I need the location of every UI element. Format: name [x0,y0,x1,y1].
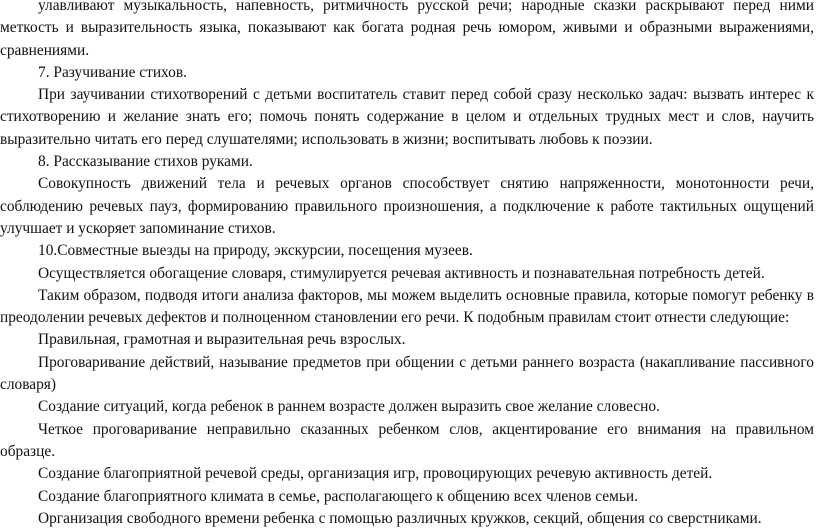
heading-telling-poems-with-hands: 8. Рассказывание стихов руками. [38,153,253,171]
rule-speech-environment: Создание благоприятной речевой среды, организация игр, провоцирующих речевую активность детей. [38,465,713,483]
paragraph-memorizing-poems: При заучивании стихотворений с детьми воспитатель ставит перед собой сразу несколько задач: вызвать интерес к стихотворению и желание знать его; помочь понять содержание в целом и отдельных трудных мест и слов, научить выразительно читать его перед слушателями; использовать в жизни; воспитывать любовь к поэзии. [0,86,814,148]
heading-memorizing-poems: 7. Разучивание стихов. [38,63,187,81]
rule-clear-pronunciation: Четкое проговаривание неправильно сказанных ребенком слов, акцентирование его внимания на правильном образце. [0,420,814,460]
heading-joint-trips: 10.Совместные выезды на природу, экскурсии, посещения музеев. [38,242,473,260]
paragraph-vocabulary-enrichment: Осуществляется обогащение словаря, стимулируется речевая активность и познавательная потребность детей. [38,264,765,282]
rule-creating-situations: Создание ситуаций, когда ребенок в раннем возрасте должен выразить свое желание словесно. [38,398,660,416]
paragraph-conclusion-rules: Таким образом, подводя итоги анализа факторов, мы можем выделить основные правила, которые помогут ребенку в преодолении речевых дефектов и полноценном становлении его речи. К подобным правилам стоит отнести следующие: [0,286,814,327]
rule-adult-speech: Правильная, грамотная и выразительная речь взрослых. [38,331,406,349]
rule-family-climate: Создание благоприятного климата в семье, располагающего к общению всех членов семьи. [38,487,638,505]
rule-free-time: Организация свободного времени ребенка с помощью различных кружков, секций, общения со сверстниками. [38,509,762,527]
rule-naming-actions: Проговаривание действий, называние предметов при общении с детьми раннего возраста (накапливание пассивного словаря) [0,353,814,394]
paragraph-body-movements: Совокупность движений тела и речевых органов способствует снятию напряженности, монотонности речи, соблюдению речевых пауз, формированию правильного произношения, а подключение к работе тактильных ощущений улучшает и ускоряет запоминание стихов. [0,175,814,237]
paragraph-folk-tales: улавливают музыкальность, напевность, ритмичность русской речи; народные сказки раскрывают перед ними меткость и выразительность языка, показывают как богата родная речь юмором, живыми и образными выражениями, сравнениями. [0,0,814,59]
